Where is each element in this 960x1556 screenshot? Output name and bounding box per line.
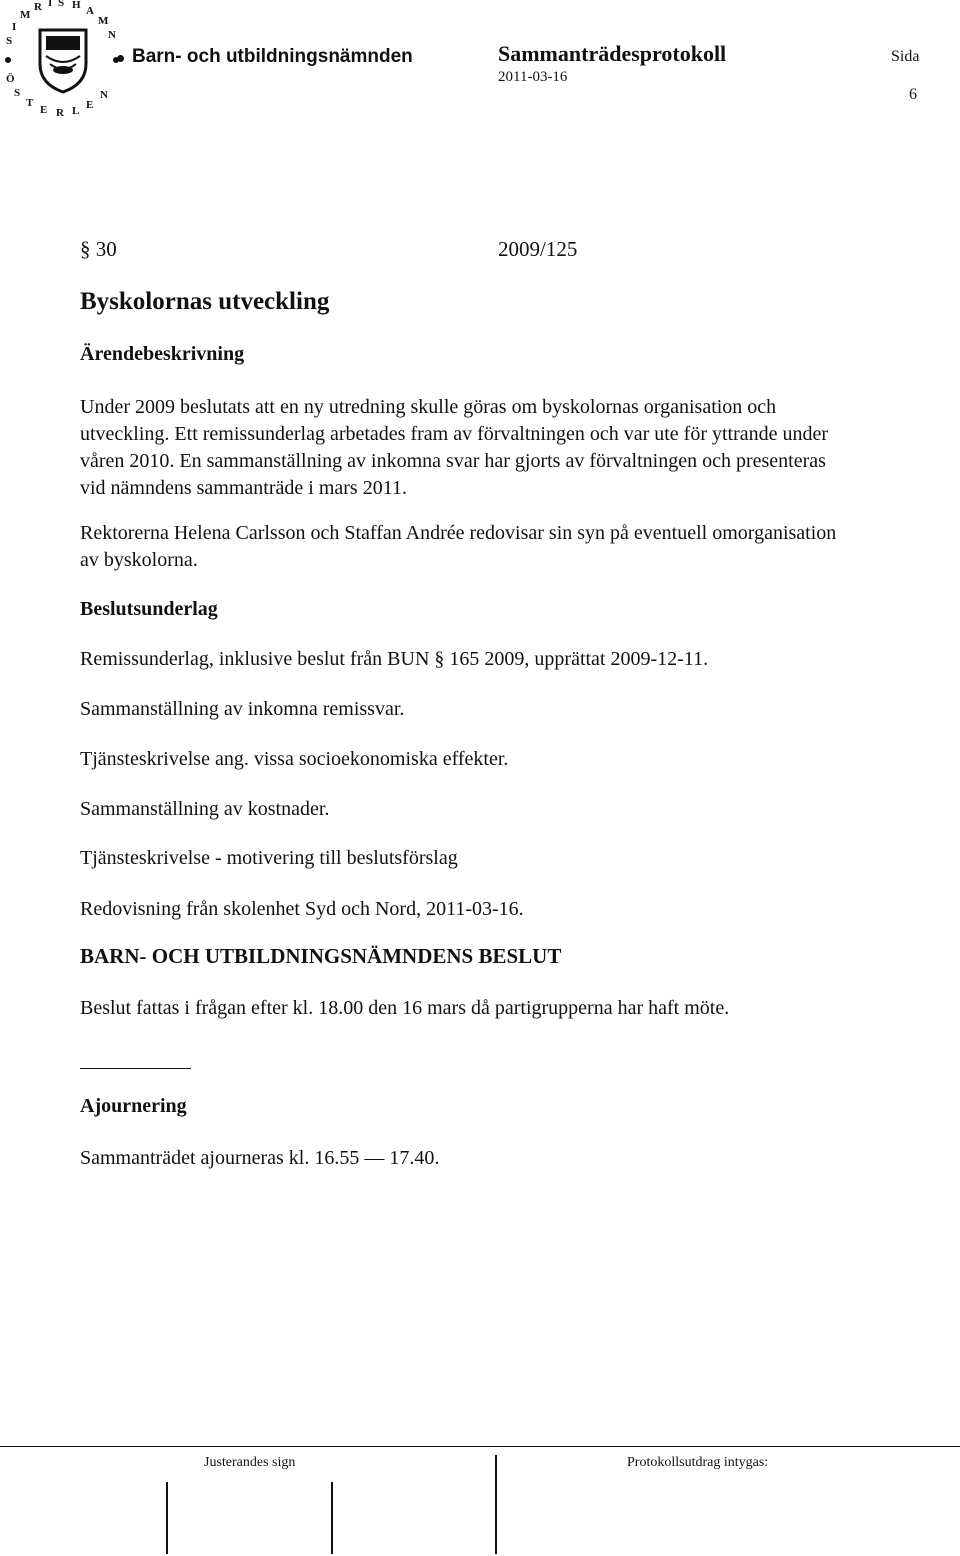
svg-text:R: R [56, 107, 64, 118]
arende-paragraph [80, 394, 828, 502]
underlag-item: Tjänsteskrivelse - motivering till beslutsförslag [80, 847, 458, 869]
simrishamn-logo [0, 0, 126, 118]
svg-text:M: M [20, 9, 31, 21]
underlag-item: Tjänsteskrivelse ang. vissa socioekonomiska effekter. [80, 748, 509, 770]
svg-text:I: I [48, 0, 53, 9]
page-number: 6 [909, 86, 917, 103]
svg-text:M: M [98, 15, 109, 27]
paragraph-line: utveckling. Ett remissunderlag arbetades fram av förvaltningen och var ute för yttrande under [80, 423, 829, 445]
signature-box-divider [495, 1455, 497, 1554]
svg-text:R: R [34, 1, 42, 13]
svg-text:S: S [58, 0, 65, 9]
svg-text:T: T [26, 97, 34, 109]
paragraph-line: Rektorerna Helena Carlsson och Staffan Andrée redovisar sin syn på eventuell omorganisation [80, 522, 837, 544]
svg-text:S: S [14, 87, 21, 99]
section-symbol: § [80, 237, 91, 261]
underlag-item: Sammanställning av inkomna remissvar. [80, 698, 405, 720]
underlag-item: Redovisning från skolenhet Syd och Nord, 2011-03-16. [80, 898, 524, 920]
separator-rule [80, 1068, 191, 1069]
ajournering-heading: Ajournering [80, 1095, 187, 1117]
arende-heading: Ärendebeskrivning [80, 343, 245, 365]
svg-text:N: N [108, 29, 116, 41]
beslutsunderlag-heading: Beslutsunderlag [80, 598, 218, 620]
footer-rule [0, 1446, 960, 1447]
case-number: 2009/125 [498, 237, 578, 261]
ajournering-text: Sammanträdet ajourneras kl. 16.55 — 17.40. [80, 1147, 440, 1169]
svg-text:A: A [86, 5, 94, 17]
paragraph-line: av byskolorna. [80, 549, 198, 571]
section-title: Byskolornas utveckling [80, 288, 330, 315]
protocol-title: Sammanträdesprotokoll [498, 41, 727, 66]
beslut-text: Beslut fattas i frågan efter kl. 18.00 den 16 mars då partigrupperna har haft möte. [80, 997, 730, 1019]
section-symbol: § [434, 648, 445, 670]
signature-box-divider [331, 1482, 333, 1554]
section-number: § 30 [80, 237, 117, 261]
paragraph-line: Under 2009 beslutats att en ny utredning skulle göras om byskolornas organisation och [80, 396, 777, 418]
svg-text:H: H [72, 0, 81, 11]
paragraph-line: våren 2010. En sammanställning av inkomna svar har gjorts av förvaltningen och presenteras [80, 450, 826, 472]
underlag-item: Sammanställning av kostnader. [80, 798, 330, 820]
beslut-heading: BARN- OCH UTBILDNINGSNÄMNDENS BESLUT [80, 944, 562, 968]
paragraph-line: vid nämndens sammanträde i mars 2011. [80, 477, 407, 499]
protokollsutdrag-label: Protokollsutdrag intygas: [627, 1455, 769, 1470]
justerandes-sign-label: Justerandes sign [204, 1455, 296, 1470]
svg-text:L: L [72, 105, 80, 117]
svg-text:N: N [100, 89, 108, 101]
svg-text:E: E [40, 104, 48, 116]
svg-text:E: E [86, 99, 94, 111]
page-label: Sida [891, 48, 920, 65]
svg-text:I: I [12, 21, 17, 33]
organization-name: Barn- och utbildningsnämnden [132, 46, 413, 67]
svg-text:Ö: Ö [6, 73, 15, 85]
signature-box-divider [166, 1482, 168, 1554]
rektorer-paragraph [80, 520, 836, 574]
svg-text:S: S [6, 35, 13, 47]
underlag-item: Remissunderlag, inklusive beslut från BUN § 165 2009, upprättat 2009-12-11. [80, 648, 709, 670]
protocol-date: 2011-03-16 [498, 69, 568, 85]
